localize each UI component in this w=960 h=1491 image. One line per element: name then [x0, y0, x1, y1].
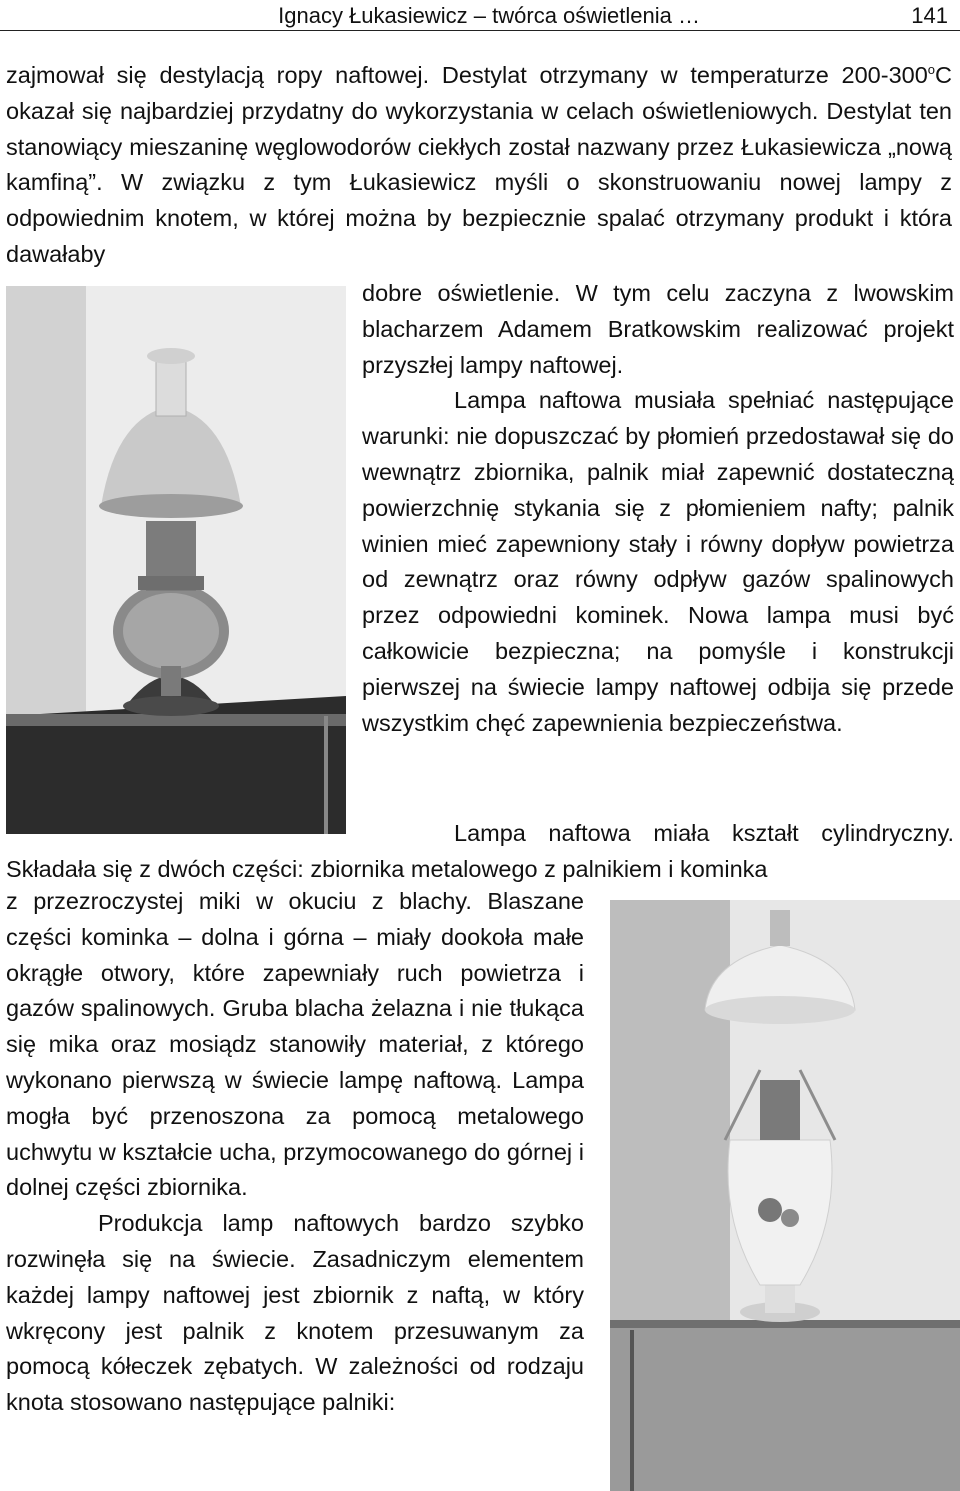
- left-column: [6, 884, 584, 1421]
- oil-lamp-photo-2: [610, 900, 960, 1491]
- oil-lamp-image-2: [610, 900, 960, 1491]
- oil-lamp-photo-1: [6, 286, 346, 834]
- paragraph-1-continuation: dobre oświetlenie. W tym celu zaczyna z lwowskim blacharzem Adamem Bratkowskim realizować projekt przyszłej lampy naftowej.: [362, 280, 954, 378]
- paragraph-1: [6, 58, 952, 273]
- page-number: 141: [911, 3, 948, 28]
- paragraph-3-first-lines: Lampa naftowa miała kształt cylindryczny. Składała się z dwóch części: zbiornika metalowego z palnikiem i kominka: [6, 820, 954, 882]
- right-column: [362, 276, 954, 741]
- paragraph-3-rest: z przezroczystej miki w okuciu z blachy. Blaszane części kominka – dolna i górna – miały dookoła małe okrągłe otwory, które zapewniały ruch powietrza i gazów spalinowych. Gruba blacha żelazna i nie tłukąca się mika oraz mosiądz stanowiły materiał, z którego wykonano pierwszą w świecie lampę naftową. Lampa mogła być przenoszona za pomocą metalowego uchwytu w kształcie ucha, przymocowanego do górnej i dolnej części zbiornika.: [6, 888, 584, 1201]
- paragraph-4: Produkcja lamp naftowych bardzo szybko rozwinęła się na świecie. Zasadniczym elementem każdej lampy naftowej jest zbiornik z naftą, w który wkręcony jest palnik z knotem przesuwanym za pomocą kółeczek zębatych. W zależności od rodzaju knota stosowano następujące palniki:: [6, 1210, 584, 1416]
- degree-mark: o: [927, 62, 936, 78]
- oil-lamp-image-1: [6, 286, 346, 834]
- paragraph-1-text-a: zajmował się destylacją ropy naftowej. Destylat otrzymany w temperaturze 200-300: [6, 62, 928, 88]
- paragraph-1-text-b: C okazał się najbardziej przydatny do wykorzystania w celach oświetleniowych. Destylat ten stanowiący mieszaninę węglowodorów ciekłych został nazwany przez Łukasiewicza „nową kamfiną”. W związku z tym Łukasiewicz myśli o skonstruowaniu nowej lampy z odpowiednim knotem, w której można by bezpiecznie spalać otrzymany produkt i która dawałaby: [6, 62, 952, 267]
- running-header: [0, 0, 960, 31]
- paragraph-2: Lampa naftowa musiała spełniać następujące warunki: nie dopuszczać by płomień przedostawał się do wewnątrz zbiornika, palnik miał zapewnić dostateczną powierzchnię stykania się z płomieniem nafty; palnik winien mieć zapewniony stały i równy dopływ powietrza od zewnątrz oraz równy odpływ gazów spalinowych przez odpowiedni kominek. Nowa lampa musi być całkowicie bezpieczna; na pomyśle i konstrukcji pierwszej na świecie lampy naftowej odbija się przede wszystkim chęć zapewnienia bezpieczeństwa.: [362, 387, 954, 736]
- header-title: Ignacy Łukasiewicz – twórca oświetlenia …: [278, 3, 700, 28]
